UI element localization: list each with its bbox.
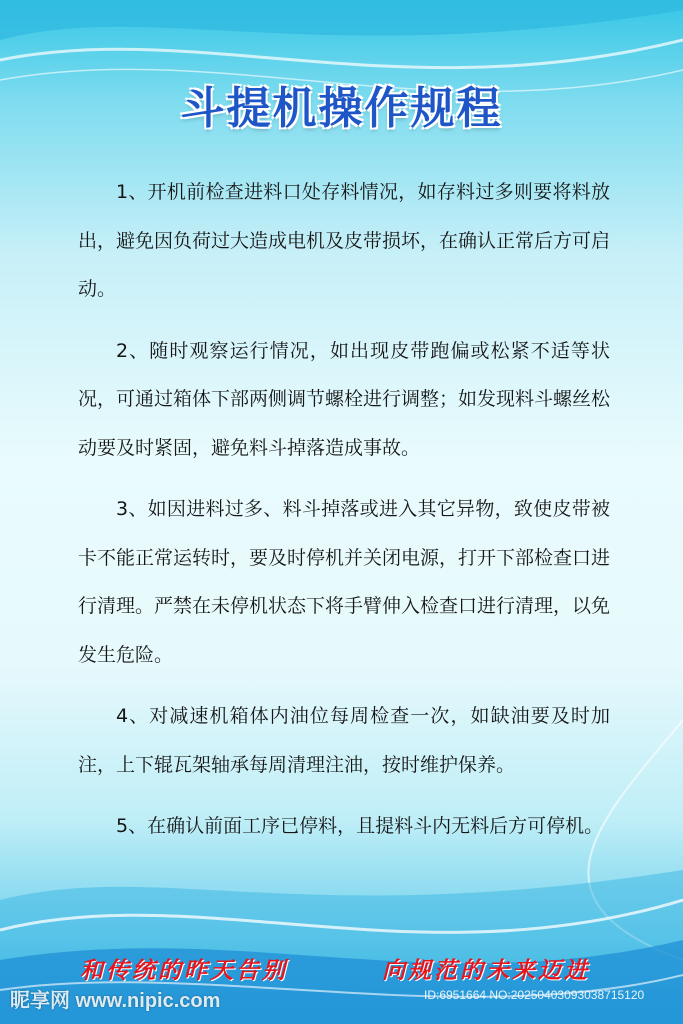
procedure-item-1: 1、开机前检查进料口处存料情况，如存料过多则要将料放出，避免因负荷过大造成电机及皮带损坏，在确认正常后方可启动。 (78, 181, 611, 300)
procedure-item-2: 2、随时观察运行情况，如出现皮带跑偏或松紧不适等状况，可通过箱体下部两侧调节螺栓进行调整；如发现料斗螺丝松动要及时紧固，避免料斗掉落造成事故。 (78, 339, 611, 459)
procedure-item-4: 4、对减速机箱体内油位每周检查一次，如缺油要及时加注，上下辊瓦架轴承每周清理注油，按时维护保养。 (78, 705, 610, 776)
slogan-left: 和传统的昨天告别 (80, 957, 288, 984)
slogan-right: 向规范的未来迈进 (382, 957, 590, 984)
page-title: 斗提机操作规程 (180, 83, 503, 134)
procedure-list (78, 168, 610, 864)
watermark-id: ID:6951664 NO:20250403093038715120 (424, 988, 645, 1002)
procedure-item-3: 3、如因进料过多、料斗掉落或进入其它异物，致使皮带被卡不能正常运转时，要及时停机并关闭电源，打开下部检查口进行清理。严禁在未停机状态下将手臂伸入检查口进行清理，以免发生危险。 (78, 498, 611, 666)
watermark-logo: 昵享网 www.nipic.com (10, 990, 221, 1012)
procedure-item-5: 5、在确认前面工序已停料，且提料斗内无料后方可停机。 (116, 815, 604, 837)
